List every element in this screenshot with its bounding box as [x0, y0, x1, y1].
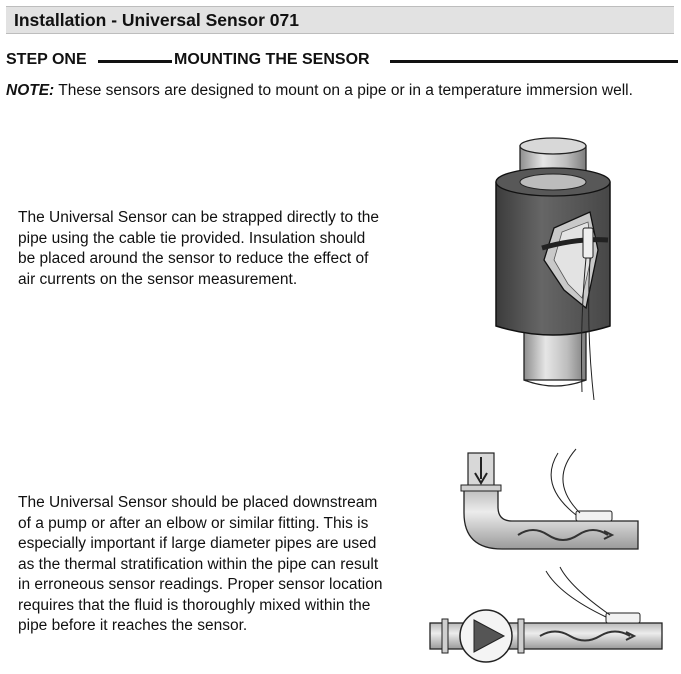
step-heading	[6, 51, 678, 71]
pump-pipe-flow-illustration	[420, 565, 670, 669]
insulated-pipe-sensor-illustration	[482, 130, 632, 408]
note-line	[6, 82, 633, 100]
note-text: These sensors are designed to mount on a pipe or in a temperature immersion well.	[54, 82, 633, 99]
title-bar	[6, 6, 674, 34]
paragraph-strapping: The Universal Sensor can be strapped directly to the pipe using the cable tie provided. Insulation should be placed around the sensor to reduce the effect of air currents on the sensor measurement.	[18, 209, 379, 288]
paragraph-placement: The Universal Sensor should be placed downstream of a pump or after an elbow or similar fitting. This is especially important if large diameter pipes are used as the thermal stratification within the pipe can result in erroneous sensor readings. Proper sensor location requires that the fluid is thoroughly mixed within the pipe before it reaches the sensor.	[18, 494, 383, 634]
step-rule-long	[390, 60, 678, 63]
note-label: NOTE:	[6, 82, 55, 99]
section-title: MOUNTING THE SENSOR	[174, 51, 370, 68]
page-title: Installation - Universal Sensor 071	[14, 10, 299, 30]
step-label: STEP ONE	[6, 51, 87, 68]
step-rule-short	[98, 60, 172, 63]
elbow-pipe-flow-illustration	[438, 445, 670, 557]
